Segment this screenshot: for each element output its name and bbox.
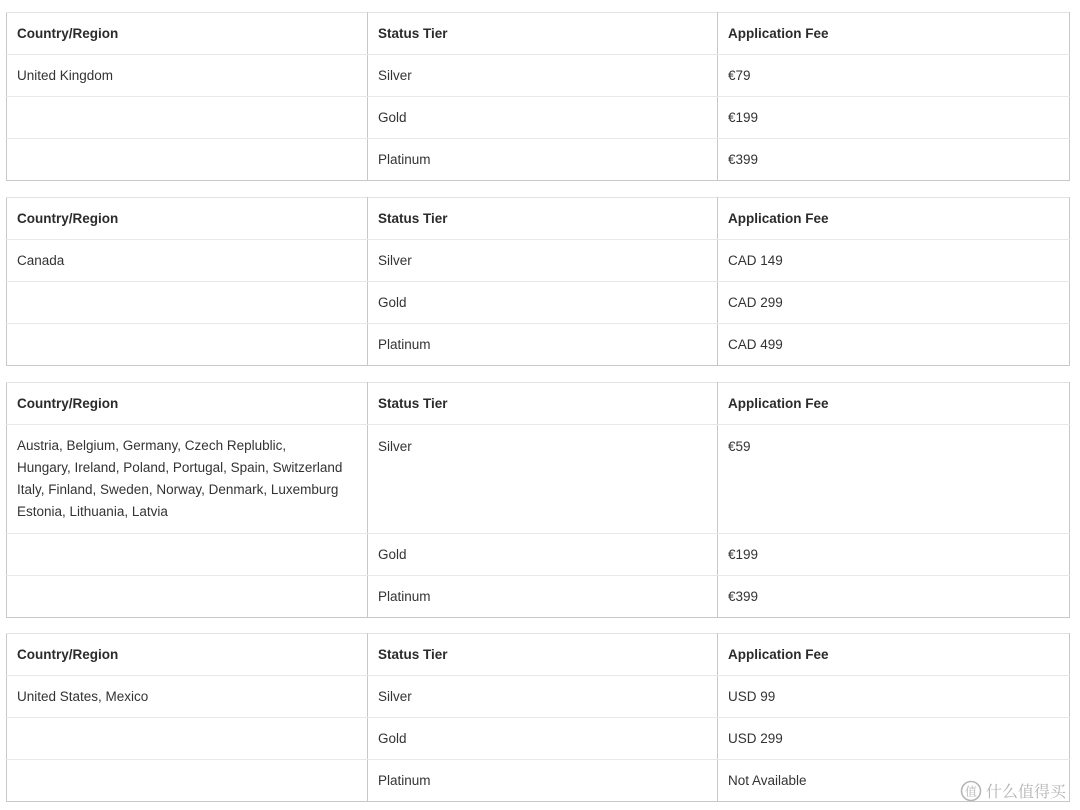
watermark-text: 什么值得买: [985, 782, 1066, 801]
table-header-row: [7, 198, 1070, 240]
table-row: [7, 534, 1070, 576]
tier-cell: Platinum: [368, 139, 718, 181]
header-status-tier: Status Tier: [368, 634, 718, 676]
empty-country-cell: [7, 576, 368, 618]
value-logo-icon: [960, 780, 982, 802]
table-row: [7, 718, 1070, 760]
fee-cell: USD 299: [718, 718, 1070, 760]
fee-cell: CAD 299: [718, 282, 1070, 324]
table-header-row: [7, 13, 1070, 55]
fee-cell: €79: [718, 55, 1070, 97]
fee-table-united-states-mexico: [6, 633, 1070, 802]
header-country-region: Country/Region: [7, 198, 368, 240]
fee-table-europe: [6, 382, 1070, 618]
table-row: [7, 97, 1070, 139]
tier-cell: Platinum: [368, 760, 718, 802]
fee-cell: CAD 499: [718, 324, 1070, 366]
tier-cell: Gold: [368, 534, 718, 576]
table-row: [7, 282, 1070, 324]
country-line: Estonia, Lithuania, Latvia: [17, 504, 168, 519]
empty-country-cell: [7, 534, 368, 576]
header-status-tier: Status Tier: [368, 198, 718, 240]
tier-cell: Gold: [368, 282, 718, 324]
tier-cell: Silver: [368, 425, 718, 534]
country-line: Hungary, Ireland, Poland, Portugal, Spain, Switzerland: [17, 460, 343, 475]
header-status-tier: Status Tier: [368, 383, 718, 425]
watermark: [960, 779, 1066, 802]
tier-cell: Gold: [368, 718, 718, 760]
tier-cell: Platinum: [368, 324, 718, 366]
empty-country-cell: [7, 760, 368, 802]
fee-table-united-kingdom: [6, 12, 1070, 181]
country-line: Austria, Belgium, Germany, Czech Replublic,: [17, 438, 287, 453]
table-row: [7, 139, 1070, 181]
fee-cell: Not Available: [718, 760, 1070, 802]
empty-country-cell: [7, 324, 368, 366]
tier-cell: Silver: [368, 240, 718, 282]
table-header-row: [7, 634, 1070, 676]
tier-cell: Silver: [368, 55, 718, 97]
table-row: [7, 425, 1070, 534]
country-cell: United States, Mexico: [7, 676, 368, 718]
table-row: [7, 324, 1070, 366]
table-row: [7, 760, 1070, 802]
table-row: [7, 240, 1070, 282]
fee-cell: USD 99: [718, 676, 1070, 718]
country-cell: [7, 425, 368, 534]
header-country-region: Country/Region: [7, 634, 368, 676]
table-row: [7, 676, 1070, 718]
country-line: Italy, Finland, Sweden, Norway, Denmark, Luxemburg: [17, 482, 339, 497]
empty-country-cell: [7, 139, 368, 181]
header-application-fee: Application Fee: [718, 198, 1070, 240]
svg-text:值: 值: [964, 784, 977, 798]
empty-country-cell: [7, 718, 368, 760]
fee-cell: CAD 149: [718, 240, 1070, 282]
table-row: [7, 576, 1070, 618]
country-cell: Canada: [7, 240, 368, 282]
country-cell: United Kingdom: [7, 55, 368, 97]
header-application-fee: Application Fee: [718, 383, 1070, 425]
empty-country-cell: [7, 282, 368, 324]
fee-cell: €59: [718, 425, 1070, 534]
fee-cell: €399: [718, 139, 1070, 181]
header-country-region: Country/Region: [7, 383, 368, 425]
fee-table-canada: [6, 197, 1070, 366]
header-application-fee: Application Fee: [718, 634, 1070, 676]
header-country-region: Country/Region: [7, 13, 368, 55]
tier-cell: Platinum: [368, 576, 718, 618]
fee-cell: €199: [718, 534, 1070, 576]
table-row: [7, 55, 1070, 97]
table-header-row: [7, 383, 1070, 425]
tier-cell: Silver: [368, 676, 718, 718]
tier-cell: Gold: [368, 97, 718, 139]
header-status-tier: Status Tier: [368, 13, 718, 55]
empty-country-cell: [7, 97, 368, 139]
fee-cell: €399: [718, 576, 1070, 618]
header-application-fee: Application Fee: [718, 13, 1070, 55]
fee-cell: €199: [718, 97, 1070, 139]
